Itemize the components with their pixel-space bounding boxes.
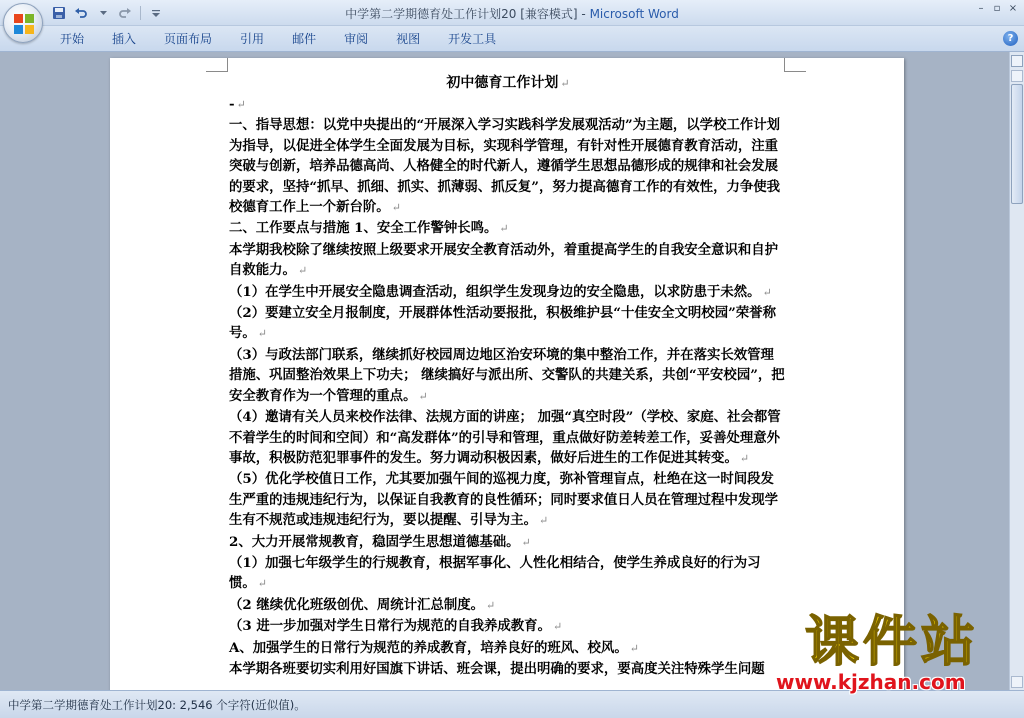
tab-references[interactable]: 引用 bbox=[240, 32, 265, 46]
ribbon-tab-bar bbox=[0, 26, 1024, 52]
undo-dropdown[interactable] bbox=[94, 4, 112, 22]
tab-page-layout[interactable]: 页面布局 bbox=[164, 32, 213, 46]
paragraph: 本学期我校除了继续按照上级要求开展安全教育活动外，着重提高学生的自我安全意识和自护自救能力。 ↵ bbox=[229, 241, 779, 279]
tab-mailings[interactable]: 邮件 bbox=[292, 32, 317, 46]
vertical-scrollbar[interactable] bbox=[1009, 52, 1024, 690]
document-heading bbox=[229, 72, 787, 94]
scrollbar-thumb[interactable] bbox=[1011, 84, 1023, 204]
tab-home[interactable]: 开始 bbox=[60, 32, 85, 46]
tab-view[interactable]: 视图 bbox=[396, 32, 421, 46]
paragraph: （2 继续优化班级创优、周统计汇总制度。 ↵ bbox=[229, 596, 496, 613]
quick-access-toolbar bbox=[50, 3, 165, 23]
ribbon-tabs bbox=[46, 26, 510, 52]
paragraph: （4）邀请有关人员来校作法律、法规方面的讲座； 加强“真空时段”（学校、家庭、社会都管不着学生的时间和空间）和“高发群体”的引导和管理，重点做好防差转差工作，妥善处理意外事故，积极防范犯罪事件的发生。努力调动积极因素，做好后进生的工作促进其转变。 ↵ bbox=[229, 409, 781, 466]
paragraph: A、加强学生的日常行为规范的养成教育，培养良好的班风、校风。 ↵ bbox=[229, 639, 639, 656]
paragraph: （3 进一步加强对学生日常行为规范的自我养成教育。 ↵ bbox=[229, 618, 563, 635]
tab-review[interactable]: 审阅 bbox=[344, 32, 369, 46]
customize-qat-button[interactable] bbox=[147, 4, 165, 22]
crop-mark-left bbox=[206, 58, 228, 72]
redo-button[interactable] bbox=[116, 4, 134, 22]
chevron-down-icon bbox=[100, 11, 107, 16]
document-name: 中学第二学期德育处工作计划20 [兼容模式] - bbox=[345, 7, 590, 21]
help-icon: ? bbox=[1007, 33, 1014, 44]
watermark-url: www.kjzhan.com bbox=[776, 670, 966, 694]
restore-button[interactable]: ▫ bbox=[993, 3, 1001, 14]
paragraph: （5）优化学校值日工作，尤其要加强午间的巡视力度，弥补管理盲点，杜绝在这一时间段发生严重的违规违纪行为，以保证自我教育的良性循环；同时要求值日人员在管理过程中发现学生有不规范或违规违纪行为，要以提醒、引导为主。 ↵ bbox=[229, 471, 779, 529]
document-heading-text: 初中德育工作计划 bbox=[446, 75, 559, 91]
paragraph-mark: ↵ bbox=[560, 77, 570, 90]
word-count-status[interactable]: 中学第二学期德育处工作计划20: 2,546 个字符(近似值)。 bbox=[8, 698, 306, 712]
paragraph-list bbox=[229, 94, 787, 679]
app-name: Microsoft Word bbox=[589, 7, 679, 21]
close-button[interactable]: × bbox=[1008, 3, 1018, 14]
document-page[interactable] bbox=[110, 58, 904, 690]
customize-qat-icon bbox=[152, 9, 160, 17]
save-icon bbox=[52, 6, 66, 20]
paragraph: （2）要建立安全月报制度，开展群体性活动要报批，积极维护县“十佳安全文明校园”荣誉称号。 ↵ bbox=[229, 305, 776, 342]
undo-icon bbox=[74, 6, 88, 20]
window-controls bbox=[974, 2, 1020, 16]
paragraph: 一、指导思想：以党中央提出的“开展深入学习实践科学发展观活动”为主题，以学校工作计划为指导，以促进全体学生全面发展为目标，实现科学管理，有针对性开展德育教育活动，注重突破与创新，培养品德高尚、人格健全的时代新人，遵循学生思想品德形成的规律和社会发展的要求，坚持“抓早、抓细、抓实、抓薄弱、抓反复”，努力提高德育工作的有效性，力争使我校德育工作上一个新台阶。 ↵ bbox=[229, 117, 781, 216]
tab-developer[interactable]: 开发工具 bbox=[448, 32, 497, 46]
status-bar bbox=[0, 690, 1024, 718]
title-bar bbox=[0, 0, 1024, 26]
redo-icon bbox=[118, 6, 132, 20]
paragraph: （1）在学生中开展安全隐患调查活动，组织学生发现身边的安全隐患，以求防患于未然。 ↵ bbox=[229, 283, 772, 300]
view-ruler-button[interactable] bbox=[1011, 55, 1023, 67]
paragraph: （3）与政法部门联系，继续抓好校园周边地区治安环境的集中整治工作，并在落实长效管理措施、巩固整治效果上下功夫； 继续搞好与派出所、交警队的共建关系，共创“平安校园”，把安全教育作为一个管理的重点。 ↵ bbox=[229, 346, 785, 404]
document-workspace bbox=[0, 52, 1009, 690]
document-body[interactable] bbox=[229, 72, 787, 679]
watermark-logo-text: 课件站 bbox=[805, 610, 979, 673]
paragraph: 2、大力开展常规教育，稳固学生思想道德基础。 ↵ bbox=[229, 533, 531, 550]
save-button[interactable] bbox=[50, 4, 68, 22]
crop-mark-right bbox=[784, 58, 806, 72]
toolbar-separator bbox=[140, 6, 141, 20]
paragraph: 二、工作要点与措施 1、安全工作警钟长鸣。 ↵ bbox=[229, 220, 509, 237]
tab-insert[interactable]: 插入 bbox=[112, 32, 137, 46]
undo-button[interactable] bbox=[72, 4, 90, 22]
help-button[interactable] bbox=[1003, 31, 1018, 46]
scroll-up-button[interactable] bbox=[1011, 70, 1023, 82]
minimize-button[interactable]: – bbox=[978, 3, 984, 14]
paragraph: - ↵ bbox=[229, 96, 246, 112]
office-button[interactable] bbox=[3, 3, 43, 43]
paragraph: （1）加强七年级学生的行规教育，根据军事化、人性化相结合，使学生养成良好的行为习惯。 ↵ bbox=[229, 554, 761, 592]
paragraph: 本学期各班要切实利用好国旗下讲话、班会课，提出明确的要求，要高度关注特殊学生问题 bbox=[229, 660, 765, 677]
office-button-icon bbox=[13, 13, 35, 35]
scroll-down-button[interactable] bbox=[1011, 676, 1023, 688]
